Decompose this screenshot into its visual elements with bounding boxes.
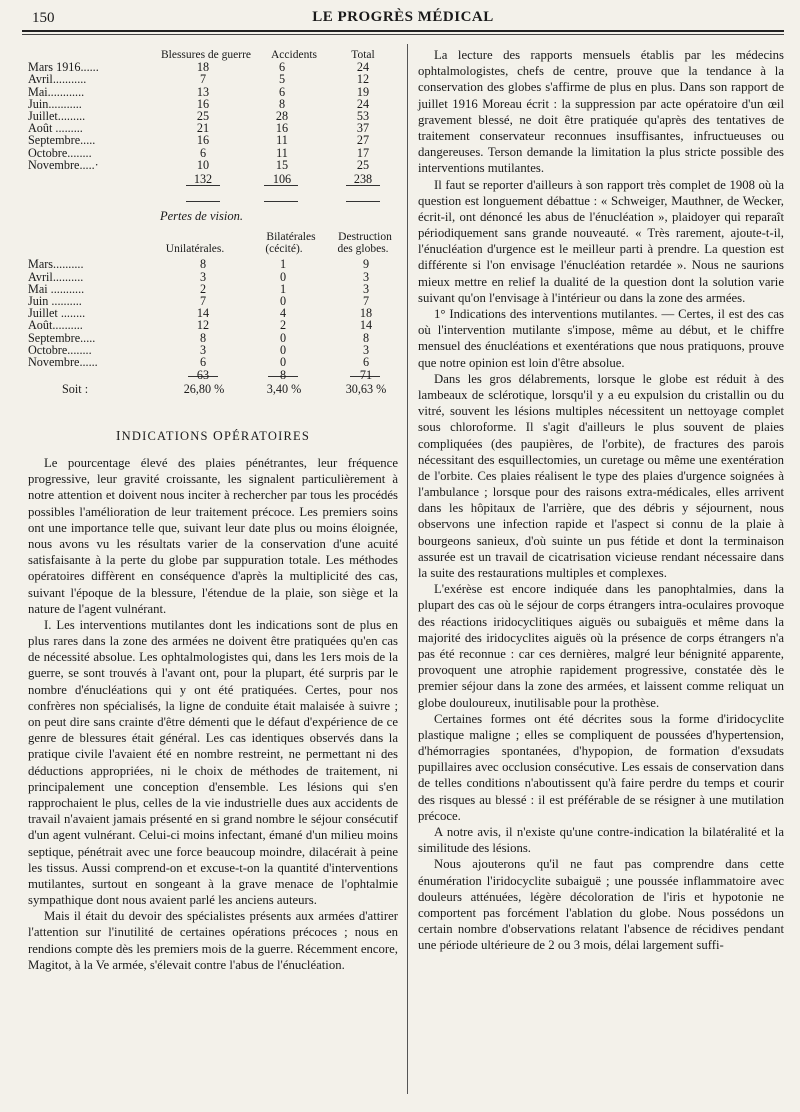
table-row (28, 356, 398, 368)
journal-title: LE PROGRÈS MÉDICAL (312, 9, 494, 25)
cell: 18 (196, 60, 210, 75)
total-cell: 132 (193, 171, 213, 186)
table-row (28, 283, 398, 295)
cell: 13 (196, 84, 210, 99)
cell: 0 (279, 269, 287, 284)
total-cell: 238 (353, 171, 373, 186)
row-label: Avril.......... (28, 269, 84, 284)
table-row (28, 134, 398, 146)
cell: 1 (279, 281, 287, 296)
percent-cell: 3,40 % (266, 382, 302, 397)
cell: 25 (356, 157, 370, 172)
cell: 3 (199, 342, 207, 357)
cell: 3 (362, 269, 370, 284)
cell: 27 (356, 133, 370, 148)
cell: 3 (199, 269, 207, 284)
total-cell: 106 (272, 171, 292, 186)
table-row (28, 86, 398, 98)
cell: 1 (279, 257, 287, 272)
header-rule (22, 30, 784, 32)
heading-initial: O (212, 428, 224, 443)
row-label: Juillet ........ (28, 306, 86, 321)
cell: 16 (196, 96, 210, 111)
row-label: Mai ........... (28, 281, 85, 296)
cell: 10 (196, 157, 210, 172)
page-number: 150 (32, 10, 55, 26)
paragraph: I. Les interventions mutilantes dont les indications sont de plus en plus rares dans la zone des armées ne doivent être pratiquées qu'en cas de nécessité absolue. Les ophtalmologistes qui, dans les 1ers mois de la guerre, se sont trouvés à l'avant ont, pour la plupart, été surpris par le nombre d'énucléations qui y ont été pratiquées. Certes, pour nos confrères non spécialisés, la ligne de conduite était malaisée à suivre ; on peut dire sans crainte d'être démenti que le défaut d'expérience de ce genre de blessures était général. Les cas identiques observés dans la pratique civile l'avaient été en nombre restreint, ne permettant ni des déductions appropriées, ni le choix de méthodes de traitement, ni principalement une conception d'ensemble. Les lésions qui s'en rapprochaient le plus, celles de la vie industrielle dues aux accidents de travail n'avaient jamais présenté en si grand nombre le séjour consécutif d'un agent vulnérant. Celui-ci moins infectant, émané d'un milieu moins septique, pénétrait avec une force beaucoup moindre, dilacérait à peine les tissus. Aussi comprend-on et excuse-t-on la quantité d'interventions mutilantes, surtout en songeant à la grave menace de l'ophtalmie sympathique dont nous avaient parlé les anciens auteurs. (28, 617, 398, 908)
cell: 6 (278, 84, 286, 99)
table-row (28, 147, 398, 159)
heading-text: PÉRATOIRES (223, 429, 311, 443)
cell: 6 (362, 354, 370, 369)
page-header (22, 6, 784, 30)
column-header: Bilatérales (266, 231, 316, 243)
right-column-text (418, 47, 784, 954)
left-column-text (28, 455, 398, 973)
cell: 12 (196, 318, 210, 333)
row-label: Août.......... (28, 318, 83, 333)
header-rule-thin (22, 34, 784, 35)
vision-table (28, 231, 398, 395)
paragraph: Certaines formes ont été décrites sous la forme d'iridocyclite plastique maligne ; elles se compliquent de poussées d'hypertension, d'hémorragies spontanées, d'hypopion, de formation d'exsudats pupillaires avec occlusion consécutive. Les essais de conservation dans de telles conditions n'aboutissent qu'à faire perdre du temps et courir des risques au blessé : il est préférable de se résigner à une mutilation précoce. (418, 711, 784, 823)
row-label: Juillet......... (28, 108, 86, 123)
cell: 8 (199, 257, 207, 272)
column-header: Unilatérales. (165, 243, 225, 256)
table-row (28, 319, 398, 331)
percent-row (28, 383, 398, 395)
sum-rule (264, 201, 298, 202)
paragraph: L'exérèse est encore indiquée dans les panophtalmies, dans la plupart des cas où le séjour de corps étrangers intra-oculaires provoque des réactions iridocyclitiques aiguës ou subaiguës et même dans la majorité des iridocyclites aiguës où la présence de corps étrangers n'a pas été reconnue : car ces dernières, malgré leur bénignité apparente, provoquent une atrophie rapidement progressive, constatée dès le premier séjour dans la zone des armées, et laissent comme reliquat un globe douloureux, inutilisable pour la prothèse. (418, 582, 784, 710)
cell: 11 (276, 133, 288, 148)
paragraph: Nous ajouterons qu'il ne faut pas comprendre dans cette énumération l'iridocyclite subaiguë ; une poussée inflammatoire avec douleurs atténuées, légère décoloration de l'iris et hypotonie ne comportent pas forcément l'ablation du globe. Nous possédons un certain nombre d'observations relatant l'absence de récidives pendant une période ultérieure de 2 ou 3 mois, délai largement suffi- (418, 857, 784, 953)
row-label: Juin........... (28, 96, 82, 111)
cell: 24 (356, 96, 370, 111)
cell: 7 (199, 72, 207, 87)
paragraph: Il faut se reporter d'ailleurs à son rapport très complet de 1908 où la question est longuement débattue : « Schweiger, Mauthner, de Wecker, écrit-il, ont dénoncé les abus de l'énucléation », plaidoyer qui reparaît périodiquement sans grande nouveauté. « Très rarement, ajoute-t-il, l'énucléation d'urgence est le meilleur parti à prendre. La question est différente si l'on envisage l'énucléation retardée ». Nous ne saurions mieux mettre en relief la dualité de la question dont la solution varie suivant qu'on l'envisage à l'intérieur ou dans la zone des armées. (418, 177, 784, 305)
sum-rule (346, 201, 380, 202)
cell: 0 (279, 330, 287, 345)
cell: 6 (199, 145, 207, 160)
vision-rows (28, 258, 398, 368)
cell: 18 (359, 306, 373, 321)
row-label: Novembre.....· (28, 157, 99, 172)
column-divider (407, 44, 408, 1094)
table-row (28, 110, 398, 122)
cell: 19 (356, 84, 370, 99)
percent-label: Soit : (62, 382, 89, 397)
cell: 7 (362, 293, 370, 308)
cell: 8 (362, 330, 370, 345)
table-row (28, 307, 398, 319)
column-header: Destruction (338, 231, 392, 243)
cell: 11 (276, 145, 288, 160)
cell: 15 (275, 157, 289, 172)
cell: 53 (356, 108, 370, 123)
column-header: (cécité). (265, 243, 303, 256)
row-label: Octobre........ (28, 145, 92, 160)
cell: 6 (278, 60, 286, 75)
percent-cell: 30,63 % (345, 382, 387, 397)
heading-initial: I (115, 428, 122, 443)
row-label: Septembre..... (28, 330, 96, 345)
cell: 0 (279, 354, 287, 369)
row-label: Mai............ (28, 84, 85, 99)
row-label: Mars 1916...... (28, 60, 99, 75)
cell: 2 (279, 318, 287, 333)
row-label: Avril........... (28, 72, 87, 87)
total-cell: 71 (359, 368, 373, 383)
paragraph: Mais il était du devoir des spécialistes présents aux armées d'attirer l'attention sur l'inutilité de certaines opérations précoces ; nous en rendions compte dès les premiers mois de la guerre. Récemment encore, Magitot, à la Ve armée, s'élevait contre l'abus de l'énucléation. (28, 909, 398, 972)
cell: 5 (278, 72, 286, 87)
table-row (28, 258, 398, 270)
cell: 14 (359, 318, 373, 333)
paragraph: Dans les gros délabrements, lorsque le globe est réduit à des lambeaux de sclérotique, lorsqu'il y a eu expulsion du cristallin ou du vitré, souvent les lésions multiples nécessitent un nettoyage complet sous chloroforme. Il s'agit d'ailleurs le plus souvent de plaies compliquées (des paupières, de l'orbite), de fractures des parois nécessitant des esquillectomies, un curetage ou même une exentération de l'orbite. Ces plaies réalisent le type des plaies d'urgence soignées à l'ambulance ; lorsque pour des raisons extra-médicales, elles arrivent dans les hôpitaux de l'arrière, que des débris y séjournent, nous observons une infection rapide et l'aspect si connu de la plaie à bourgeons sanieux, d'où suinte un pus fétide et dont la terminaison assurée est un travail de cicatrisation vicieuse rendant nécessaire dans la suite des restaurations multiples et complexes. (418, 371, 784, 580)
paragraph: A notre avis, il n'existe qu'une contre-indication la bilatéralité et la similitude des lésions. (418, 825, 784, 856)
cell: 24 (356, 60, 370, 75)
cell: 14 (196, 306, 210, 321)
row-label: Novembre...... (28, 354, 98, 369)
paragraph: 1° Indications des interventions mutilantes. — Certes, il est des cas où l'intervention mutilante s'impose, même au début, et le chiffre mensuel des énucléations et exentérations que nous pratiquons, prouve que notre opinion est loin d'être absolue. (418, 307, 784, 370)
cell: 16 (275, 121, 289, 136)
row-label: Octobre........ (28, 342, 92, 357)
wounds-table (28, 49, 398, 185)
cell: 9 (362, 257, 370, 272)
cell: 0 (279, 342, 287, 357)
cell: 3 (362, 281, 370, 296)
cell: 3 (362, 342, 370, 357)
row-label: Septembre..... (28, 133, 96, 148)
cell: 6 (199, 354, 207, 369)
row-label: Juin .......... (28, 293, 82, 308)
wounds-rows (28, 61, 398, 171)
table-row (28, 73, 398, 85)
sum-rule (186, 201, 220, 202)
cell: 4 (279, 306, 287, 321)
column-header: des globes. (337, 243, 389, 256)
cell: 25 (196, 108, 210, 123)
cell: 2 (199, 281, 207, 296)
column-header: Total (351, 49, 375, 61)
cell: 16 (196, 133, 210, 148)
column-header: Accidents (271, 49, 317, 61)
paragraph: La lecture des rapports mensuels établis par les médecins ophtalmologistes, chefs de centre, prouve que la tendance à la conservation des globes s'affirme de plus en plus. Dans son rapport de juillet 1916 Moreau écrit : la suppression par acte opératoire d'un œil gravement blessé, ne doit être pratiquée qu'après des tentatives de traitement conservateur reconnues insuffisantes, infructueuses ou dangereuses. Terson demande la limitation la plus stricte possible des interventions mutilantes. (418, 48, 784, 176)
table-row (28, 271, 398, 283)
cell: 8 (199, 330, 207, 345)
totals-row (28, 369, 398, 381)
table-caption: Pertes de vision. (160, 209, 243, 223)
table-row (28, 159, 398, 171)
cell: 37 (356, 121, 370, 136)
table-header-row (28, 243, 398, 255)
table-header-row (28, 231, 398, 243)
row-label: Août ......... (28, 121, 83, 136)
percent-cell: 26,80 % (183, 382, 225, 397)
totals-row (28, 173, 398, 185)
cell: 7 (199, 293, 207, 308)
cell: 28 (275, 108, 289, 123)
heading-text: NDICATIONS (121, 429, 209, 443)
column-header: Blessures de guerre (160, 49, 252, 61)
cell: 0 (279, 293, 287, 308)
cell: 17 (356, 145, 370, 160)
table-row (28, 332, 398, 344)
cell: 8 (278, 96, 286, 111)
paragraph: Le pourcentage élevé des plaies pénétrantes, leur fréquence progressive, leur gravité croissante, les signalent particulièrement à notre attention et doivent nous inciter à rechercher par tous les procédés possibles l'amélioration de leur traitement précoce. Les premiers soins ont une importance telle que, suivant leur date plus ou moins éloignée, nous avons vu les résultats varier de la conservation d'une acuité satisfaisante à la perte du globe par suppuration totale. Les méthodes opératoires diffèrent en conséquence d'après la multiplicité des cas, suivant l'époque de la blessure, l'étendue de la plaie, son siège et la nature de l'agent vulnérant. (28, 456, 398, 616)
total-cell: 8 (279, 368, 287, 383)
row-label: Mars.......... (28, 257, 84, 272)
section-heading (28, 428, 398, 444)
cell: 12 (356, 72, 370, 87)
cell: 21 (196, 121, 210, 136)
total-cell: 63 (196, 368, 210, 383)
